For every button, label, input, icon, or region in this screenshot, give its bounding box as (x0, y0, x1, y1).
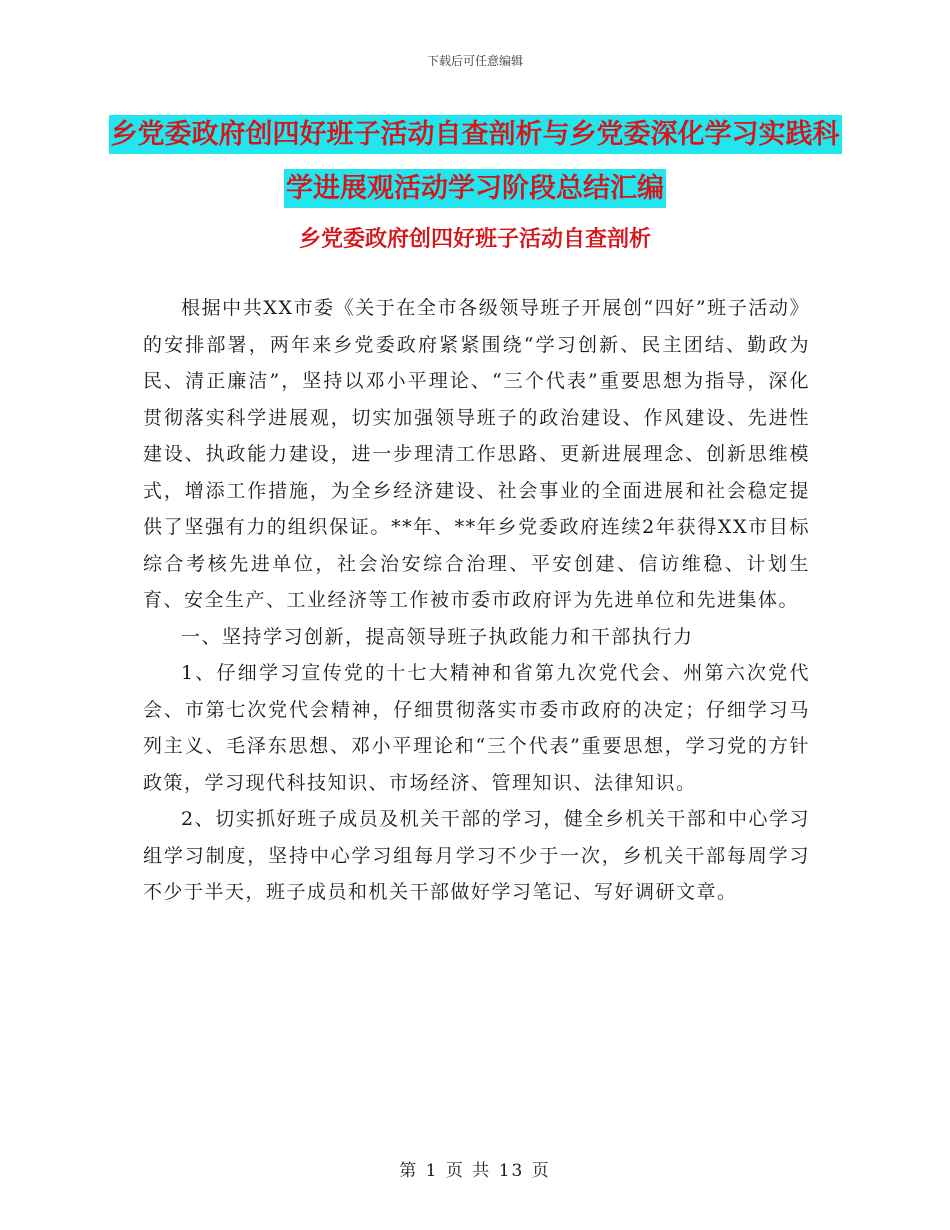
body-paragraph: 根据中共XX市委《关于在全市各级领导班子开展创“四好”班子活动》的安排部署，两年来乡党委政府紧紧围绕“学习创新、民主团结、勤政为民、清正廉洁”，坚持以邓小平理论、“三个代表”重要思想为指导，深化贯彻落实科学进展观，切实加强领导班子的政治建设、作风建设、先进性建设、执政能力建设，进一步理清工作思路、更新进展理念、创新思维模式，增添工作措施，为全乡经济建设、社会事业的全面进展和社会稳定提供了坚强有力的组织保证。**年、**年乡党委政府连续2年获得XX市目标综合考核先进单位，社会治安综合治理、平安创建、信访维稳、计划生育、安全生产、工业经济等工作被市委市政府评为先进单位和先进集体。 (143, 297, 810, 611)
body-paragraph: 一、坚持学习创新，提高领导班子执政能力和干部执行力 (181, 625, 694, 648)
page-number: 第 1 页 共 13 页 (399, 1161, 551, 1181)
document-title-text: 乡党委政府创四好班子活动自查剖析与乡党委深化学习实践科学进展观活动学习阶段总结汇编 (109, 115, 842, 208)
section-title: 乡党委政府创四好班子活动自查剖析 (298, 227, 651, 252)
document-body (143, 290, 810, 911)
body-paragraph: 2、切实抓好班子成员及机关干部的学习，健全乡机关干部和中心学习组学习制度，坚持中心学习组每月学习不少于一次，乡机关干部每周学习不少于半天，班子成员和机关干部做好学习笔记、写好调研文章。 (143, 808, 810, 903)
body-paragraph: 1、仔细学习宣传党的十七大精神和省第九次党代会、州第六次党代会、市第七次党代会精神，仔细贯彻落实市委市政府的决定；仔细学习马列主义、毛泽东思想、邓小平理论和“三个代表”重要思想，学习党的方针政策，学习现代科技知识、市场经济、管理知识、法律知识。 (143, 662, 810, 794)
page-header-note: 下载后可任意编辑 (426, 54, 523, 68)
document-title (100, 108, 850, 216)
